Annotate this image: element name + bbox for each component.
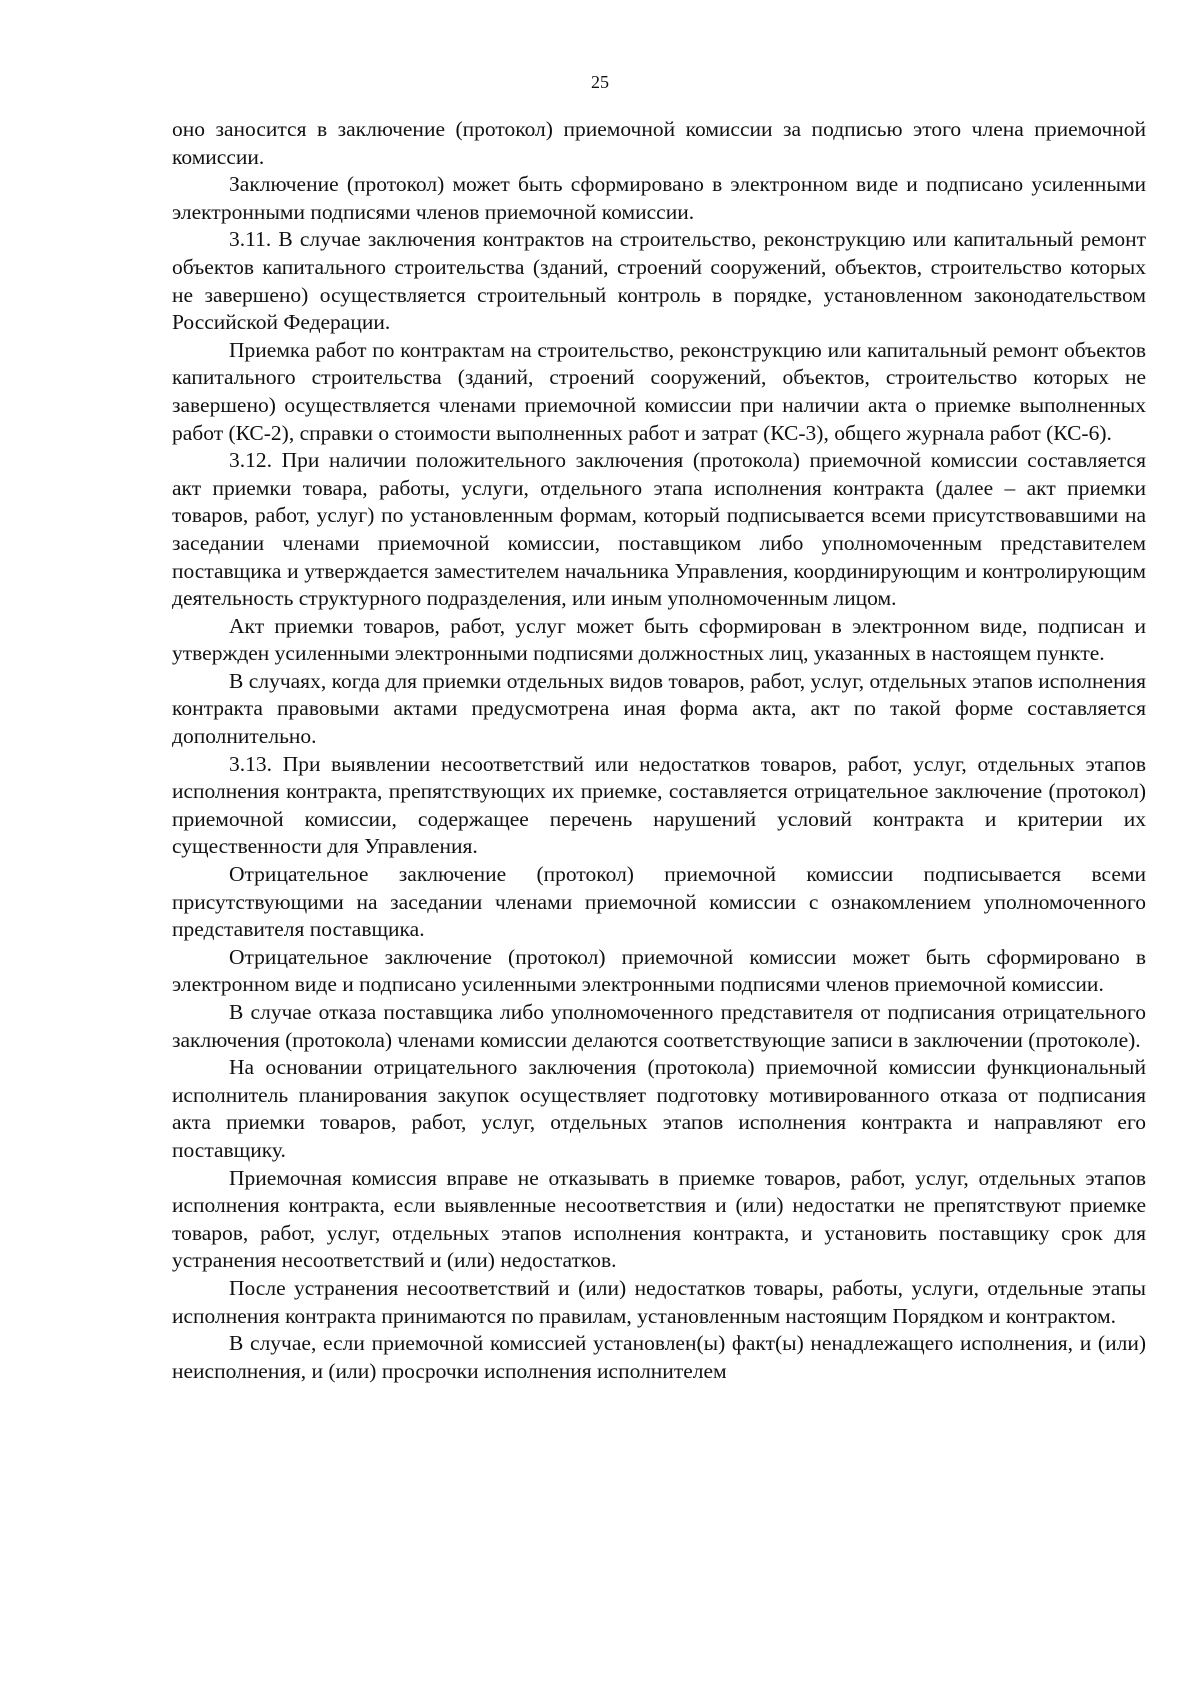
paragraph: На основании отрицательного заключения (протокола) приемочной комиссии функциональный исполнитель планирования закупок осуществляет подготовку мотивированного отказа от подписания акта приемки товаров, работ, услуг, отдельных этапов исполнения контракта и направляют его поставщику. <box>172 1055 1146 1162</box>
paragraph: После устранения несоответствий и (или) недостатков товары, работы, услуги, отдельные этапы исполнения контракта принимаются по правилам, установленным настоящим Порядком и контрактом. <box>172 1275 1146 1328</box>
paragraph: Отрицательное заключение (протокол) приемочной комиссии может быть сформировано в электронном виде и подписано усиленными электронными подписями членов приемочной комиссии. <box>172 944 1146 997</box>
paragraph: 3.11. В случае заключения контрактов на строительство, реконструкцию или капитальный ремонт объектов капитального строительства (зданий, строений сооружений, объектов, строительство которых не завершено) осуществляется строительный контроль в порядке, установленном законодательством Российской Федерации. <box>172 227 1146 335</box>
paragraph: В случае, если приемочной комиссией установлен(ы) факт(ы) ненадлежащего исполнения, и (или) неисполнения, и (или) просрочки исполнения исполнителем <box>172 1331 1146 1383</box>
paragraph: Заключение (протокол) может быть сформировано в электронном виде и подписано усиленными электронными подписями членов приемочной комиссии. <box>172 172 1146 224</box>
paragraph: 3.13. При выявлении несоответствий или недостатков товаров, работ, услуг, отдельных этапов исполнения контракта, препятствующих их приемке, составляется отрицательное заключение (протокол) приемочной комиссии, содержащее перечень нарушений условий контракта и критерии их существенности для Управления. <box>172 751 1146 859</box>
document-body <box>172 116 1146 1385</box>
page-number: 25 <box>591 72 609 92</box>
paragraph: В случаях, когда для приемки отдельных видов товаров, работ, услуг, отдельных этапов исполнения контракта правовыми актами предусмотрена иная форма акта, акт по такой форме составляется дополнительно. <box>172 668 1146 749</box>
paragraph: Приемка работ по контрактам на строительство, реконструкцию или капитальный ремонт объектов капитального строительства (зданий, строений сооружений, объектов, строительство которых не завершено) осуществляется членами приемочной комиссии при наличии акта о приемке выполненных работ (КС-2), справки о стоимости выполненных работ и затрат (КС-3), общего журнала работ (КС-6). <box>172 337 1146 445</box>
paragraph: В случае отказа поставщика либо уполномоченного представителя от подписания отрицательного заключения (протокола) членами комиссии делаются соответствующие записи в заключении (протоколе). <box>172 1000 1146 1052</box>
paragraph: Приемочная комиссия вправе не отказывать в приемке товаров, работ, услуг, отдельных этапов исполнения контракта, если выявленные несоответствия и (или) недостатки не препятствуют приемке товаров, работ, услуг, отдельных этапов исполнения контракта, и установить поставщику срок для устранения несоответствий и (или) недостатков. <box>172 1165 1146 1273</box>
paragraph: 3.12. При наличии положительного заключения (протокола) приемочной комиссии составляется акт приемки товара, работы, услуги, отдельного этапа исполнения контракта (далее – акт приемки товаров, работ, услуг) по установленным формам, который подписывается всеми присутствовавшими на заседании членами приемочной комиссии, поставщиком либо уполномоченным представителем поставщика и утверждается заместителем начальника Управления, координирующим и контролирующим деятельность структурного подразделения, или иным уполномоченным лицом. <box>172 448 1146 611</box>
paragraph: Акт приемки товаров, работ, услуг может быть сформирован в электронном виде, подписан и утвержден усиленными электронными подписями должностных лиц, указанных в настоящем пункте. <box>172 613 1146 666</box>
paragraph: оно заносится в заключение (протокол) приемочной комиссии за подписью этого члена приемочной комиссии. <box>172 117 1146 169</box>
paragraph: Отрицательное заключение (протокол) приемочной комиссии подписывается всеми присутствующими на заседании членами приемочной комиссии с ознакомлением уполномоченного представителя поставщика. <box>172 862 1146 942</box>
